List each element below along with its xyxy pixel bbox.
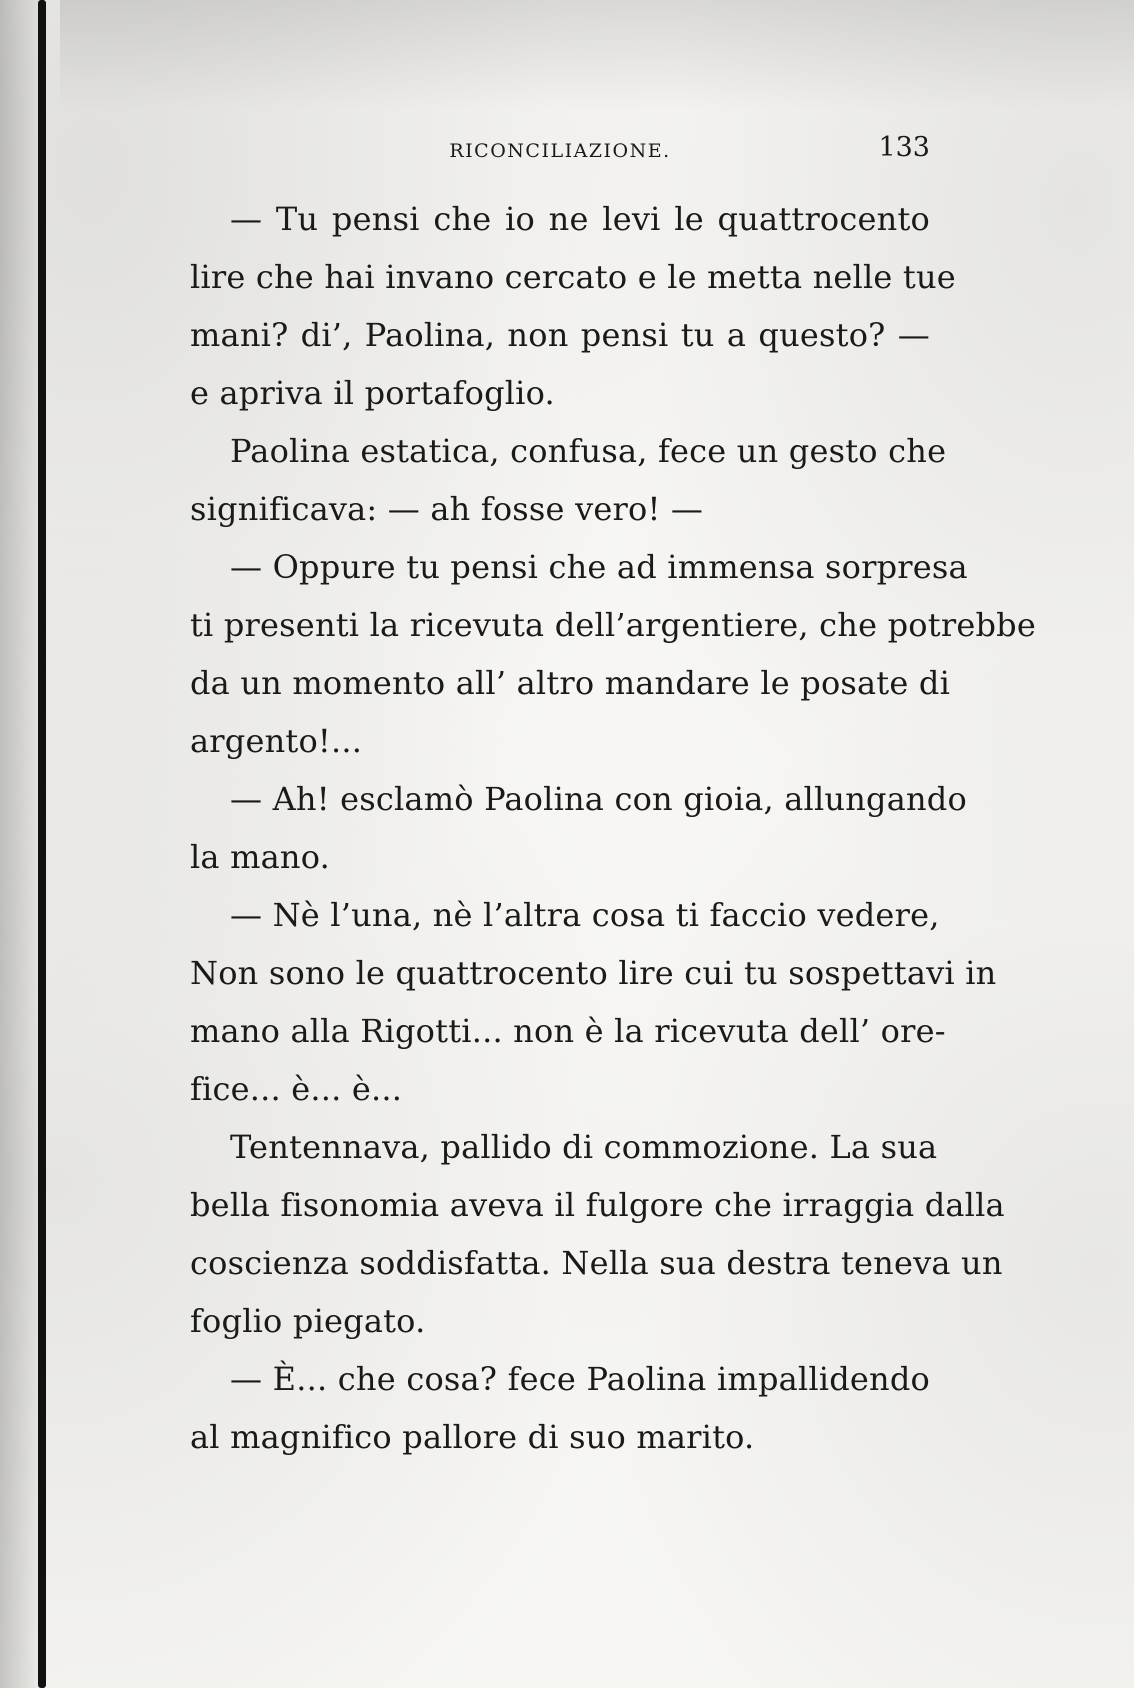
text-line: Tentennava, pallido di commozione. La sua xyxy=(230,1128,938,1166)
text-block xyxy=(190,190,1036,1466)
text-line: e apriva il portafoglio. xyxy=(190,374,555,412)
running-head xyxy=(190,132,930,172)
text-line: mani? di’, Paolina, non pensi tu a questo? — xyxy=(190,316,930,354)
text-line: ti presenti la ricevuta dell’argentiere, che potrebbe xyxy=(190,606,1036,644)
binding-edge xyxy=(38,0,46,1688)
text-line: la mano. xyxy=(190,838,330,876)
paragraph xyxy=(190,422,947,538)
running-title: RICONCILIAZIONE. xyxy=(449,140,671,162)
page-top-shading xyxy=(60,0,1134,110)
text-line: — Nè l’una, nè l’altra cosa ti faccio vedere, xyxy=(230,896,940,934)
text-line: foglio piegato. xyxy=(190,1302,426,1340)
text-line: Paolina estatica, confusa, fece un gesto che xyxy=(230,432,947,470)
text-line: mano alla Rigotti... non è la ricevuta dell’ ore- xyxy=(190,1012,946,1050)
text-line: Non sono le quattrocento lire cui tu sospettavi in xyxy=(190,954,997,992)
paragraph xyxy=(190,1350,930,1466)
text-line: lire che hai invano cercato e le metta nelle tue xyxy=(190,258,956,296)
text-line: fice... è... è... xyxy=(190,1070,403,1108)
text-line: coscienza soddisfatta. Nella sua destra teneva un xyxy=(190,1244,1003,1282)
page-number: 133 xyxy=(878,132,930,163)
text-line: significava: — ah fosse vero! — xyxy=(190,490,704,528)
text-line: — Tu pensi che io ne levi le quattrocento xyxy=(230,200,930,238)
text-line: argento!... xyxy=(190,722,363,760)
text-line: — Oppure tu pensi che ad immensa sorpresa xyxy=(230,548,968,586)
binding-shadow xyxy=(0,0,38,1688)
paragraph xyxy=(190,190,956,422)
paragraph xyxy=(190,538,1036,770)
text-line: da un momento all’ altro mandare le posate di xyxy=(190,664,950,702)
paragraph xyxy=(190,770,967,886)
paragraph xyxy=(190,886,997,1118)
text-line: bella fisonomia aveva il fulgore che irraggia dalla xyxy=(190,1186,1005,1224)
paragraph xyxy=(190,1118,1005,1350)
text-line: — È... che cosa? fece Paolina impallidendo xyxy=(230,1360,930,1398)
text-line: al magnifico pallore di suo marito. xyxy=(190,1418,755,1456)
text-line: — Ah! esclamò Paolina con gioia, allungando xyxy=(230,780,967,818)
